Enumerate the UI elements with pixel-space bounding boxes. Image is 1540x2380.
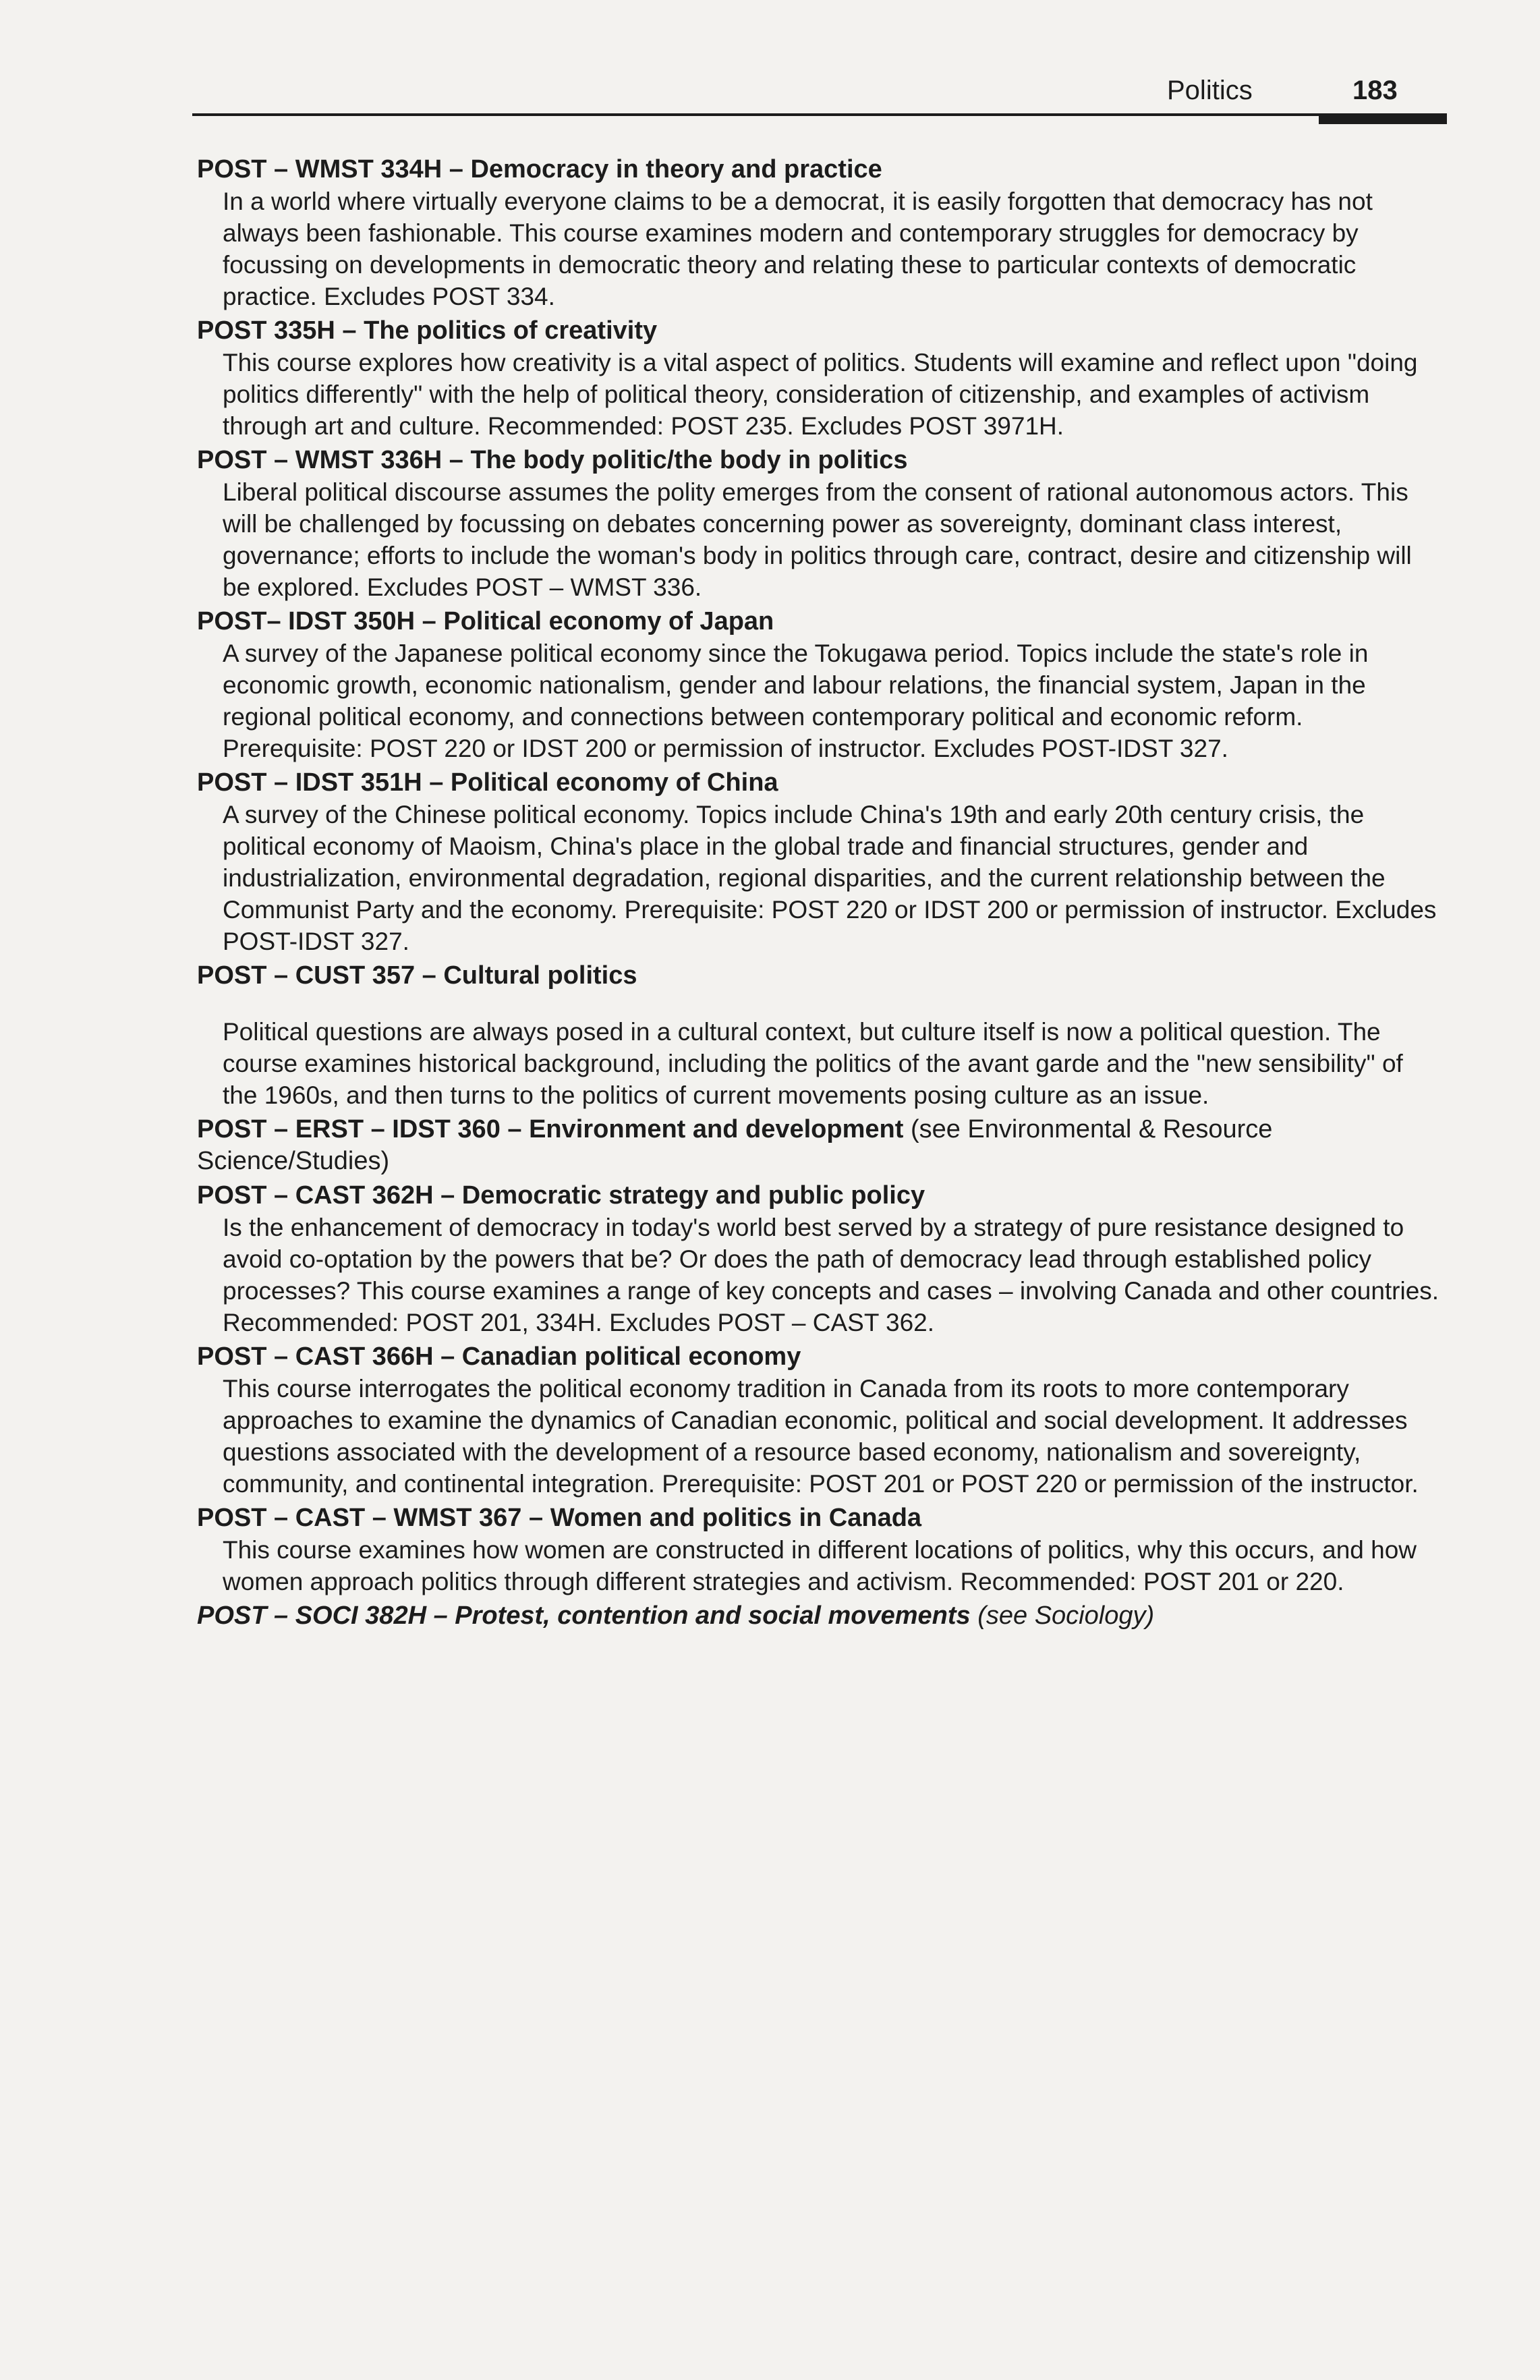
course-entry-post-wmst-336h — [197, 445, 1442, 603]
course-entry-post-cast-362h — [197, 1180, 1442, 1338]
course-title: POST– IDST 350H – Political economy of Japan — [197, 607, 774, 635]
course-description: This course interrogates the political economy tradition in Canada from its roots to more contemporary approaches to examine the dynamics of Canadian economic, political and social development. It addresses questions associated with the development of a resource based economy, nationalism and sovereignty, community, and continental integration. Prerequisite: POST 201 or POST 220 or permission of the instructor. — [223, 1375, 1419, 1498]
course-description: Is the enhancement of democracy in today's world best served by a strategy of pure resistance designed to avoid co-optation by the powers that be? Or does the path of democracy lead through established policy processes? This course examines a range of key concepts and cases – involving Canada and other countries. Recommended: POST 201, 334H. Excludes POST – CAST 362. — [223, 1214, 1439, 1336]
course-title: POST – CAST 366H – Canadian political economy — [197, 1342, 801, 1371]
course-title: POST – WMST 334H – Democracy in theory and practice — [197, 155, 882, 183]
course-list — [197, 154, 1442, 1635]
course-description: In a world where virtually everyone claims to be a democrat, it is easily forgotten that democracy has not always been fashionable. This course examines modern and contemporary struggles for democracy by focussing on developments in democratic theory and relating these to particular contexts of democratic practice. Excludes POST 334. — [223, 188, 1373, 310]
course-title: POST – CAST – WMST 367 – Women and politics in Canada — [197, 1504, 922, 1532]
course-entry-post-wmst-334h — [197, 154, 1442, 312]
running-header-section: Politics — [1167, 76, 1253, 105]
course-description: A survey of the Chinese political economy. Topics include China's 19th and early 20th century crisis, the political economy of Maoism, China's place in the global trade and financial structures, gender and industrialization, environmental degradation, regional disparities, and the current relationship between the Communist Party and the economy. Prerequisite: POST 220 or IDST 200 or permission of instructor. Excludes POST-IDST 327. — [223, 801, 1437, 955]
course-entry-post-cust-357 — [197, 960, 1442, 1111]
course-entry-post-idst-351h — [197, 767, 1442, 957]
course-title: POST – IDST 351H – Political economy of China — [197, 768, 778, 797]
course-title: POST 335H – The politics of creativity — [197, 316, 658, 345]
course-title: POST – CUST 357 – Cultural politics — [197, 961, 637, 990]
course-entry-post-soci-382h — [197, 1600, 1442, 1632]
course-title — [197, 1600, 1442, 1632]
course-entry-post-cast-wmst-367 — [197, 1502, 1442, 1597]
course-entry-post-erst-idst-360 — [197, 1114, 1442, 1177]
cross-reference: (see Sociology) — [977, 1602, 1155, 1630]
course-description: Liberal political discourse assumes the polity emerges from the consent of rational autonomous actors. This will be challenged by focussing on debates concerning power as sovereignty, dominant class interest, governance; efforts to include the woman's body in politics through care, contract, desire and citizenship will be explored. Excludes POST – WMST 336. — [223, 478, 1412, 601]
cross-reference: (see Environmental & Resource Science/Studies) — [197, 1115, 1273, 1175]
course-title: POST – CAST 362H – Democratic strategy and public policy — [197, 1181, 925, 1210]
course-entry-post-idst-350h — [197, 606, 1442, 764]
course-title — [197, 1114, 1442, 1177]
course-description: Political questions are always posed in a cultural context, but culture itself is now a political question. The course examines historical background, including the politics of the avant garde and the "new sensibility" of the 1960s, and then turns to the politics of current movements posing culture as an issue. — [223, 1018, 1403, 1109]
page-number: 183 — [1352, 76, 1398, 105]
course-title: POST – WMST 336H – The body politic/the body in politics — [197, 446, 908, 474]
course-entry-post-335h — [197, 315, 1442, 442]
course-title-text: POST – ERST – IDST 360 – Environment and development — [197, 1115, 904, 1143]
course-description: This course explores how creativity is a vital aspect of politics. Students will examine and reflect upon "doing politics differently" with the help of political theory, consideration of citizenship, and examples of activism through art and culture. Recommended: POST 235. Excludes POST 3971H. — [223, 349, 1418, 440]
header-rule — [192, 113, 1447, 116]
header-rule-tab — [1319, 115, 1447, 124]
course-description: A survey of the Japanese political economy since the Tokugawa period. Topics include the state's role in economic growth, economic nationalism, gender and labour relations, the financial system, Japan in the regional political economy, and connections between contemporary political and economic reform. Prerequisite: POST 220 or IDST 200 or permission of instructor. Excludes POST-IDST 327. — [223, 640, 1369, 762]
course-description: This course examines how women are constructed in different locations of politics, why this occurs, and how women approach politics through different strategies and activism. Recommended: POST 201 or 220. — [223, 1536, 1417, 1595]
course-entry-post-cast-366h — [197, 1341, 1442, 1500]
course-title-text: POST – SOCI 382H – Protest, contention and social movements — [197, 1602, 971, 1630]
